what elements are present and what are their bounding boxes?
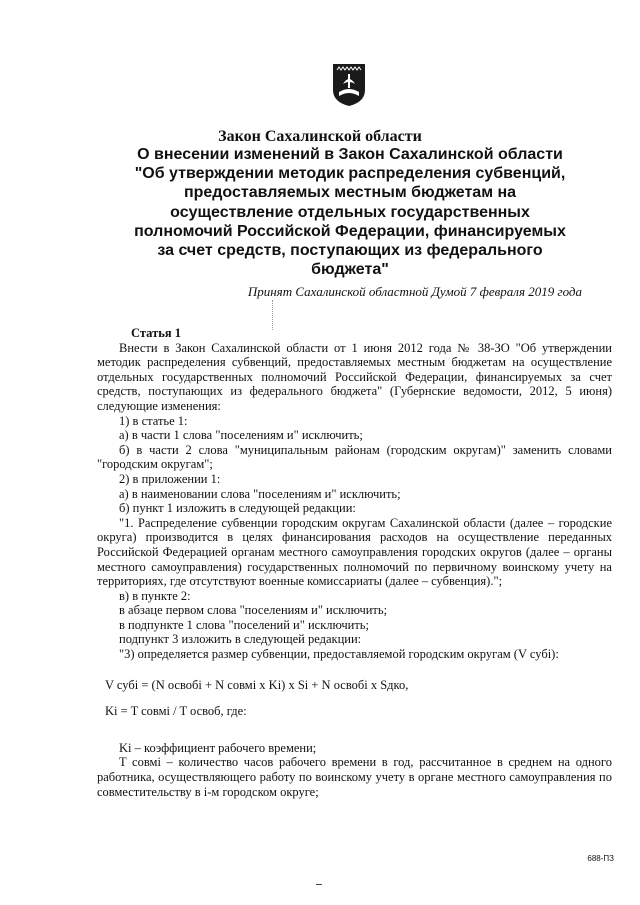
law-subject-title: О внесении изменений в Закон Сахалинской области "Об утверждении методик распределения субвенций, предоставляемых местным бюджетам на осуществление отдельных государственных полномочий Российской Федерации, финансируемых за счет средств, поступающих из федерального бюджета" — [134, 146, 566, 279]
formula: Ki = T совмi / T освоб, где: — [105, 704, 247, 719]
page-mark — [316, 884, 322, 885]
list-item: 1) в статье 1: — [119, 413, 188, 428]
list-item: "1. Распределение субвенции городским округам Сахалинской области (далее – городские округа) производится в целях финансирования расходов на осуществление переданных Российской Федерацией органам местного самоуправления городских округов (далее – органы местного самоуправления) государственных полномочий по первичному воинскому учету на территориях, где отсутствуют военные комиссариаты (далее – субвенция)."; — [97, 515, 612, 589]
definition: T совмi – количество часов рабочего времени в год, рассчитанное в среднем на одного работника, осуществляющего работу по воинскому учету в органе местного самоуправления по совместительству в i-м городском округе; — [97, 755, 612, 799]
list-item: в подпункте 1 слова "поселений и" исключить; — [119, 617, 369, 632]
law-title: Закон Сахалинской области — [218, 128, 422, 145]
list-item: б) пункт 1 изложить в следующей редакции: — [119, 501, 356, 516]
list-item: в абзаце первом слова "поселениям и" исключить; — [119, 603, 388, 618]
coat-of-arms-emblem — [331, 62, 367, 108]
list-item: а) в наименовании слова "поселениям и" исключить; — [119, 486, 401, 501]
adoption-note: Принят Сахалинской областной Думой 7 февраля 2019 года — [247, 284, 582, 299]
document-code: 688-ПЗ — [587, 854, 614, 863]
formula: V субi = (N освобi + N совмi x Ki) x Si + N освобi x Sдко, — [105, 677, 409, 692]
list-item: в) в пункте 2: — [119, 588, 191, 603]
list-item: 2) в приложении 1: — [119, 471, 221, 486]
definition: Ki – коэффициент рабочего времени; — [119, 740, 317, 755]
law-body — [97, 326, 612, 799]
paragraph: Внести в Закон Сахалинской области от 1 июня 2012 года № 38-ЗО "Об утверждении методик распределения субвенций, предоставляемых местным бюджетам на осуществление отдельных государственных полномочий Российской Федерации, финансируемых за счет средств, поступающих из федерального бюджета" (Губернские ведомости, 2012, 5 июня) следующие изменения: — [97, 340, 612, 413]
list-item: б) в части 2 слова "муниципальным районам (городским округам)" заменить словами "городским округам"; — [97, 442, 612, 472]
list-item: "3) определяется размер субвенции, предоставляемой городским округам (V субi): — [119, 647, 559, 662]
article-heading: Статья 1 — [131, 326, 181, 340]
list-item: подпункт 3 изложить в следующей редакции: — [119, 632, 362, 647]
list-item: а) в части 1 слова "поселениям и" исключить; — [119, 428, 363, 443]
